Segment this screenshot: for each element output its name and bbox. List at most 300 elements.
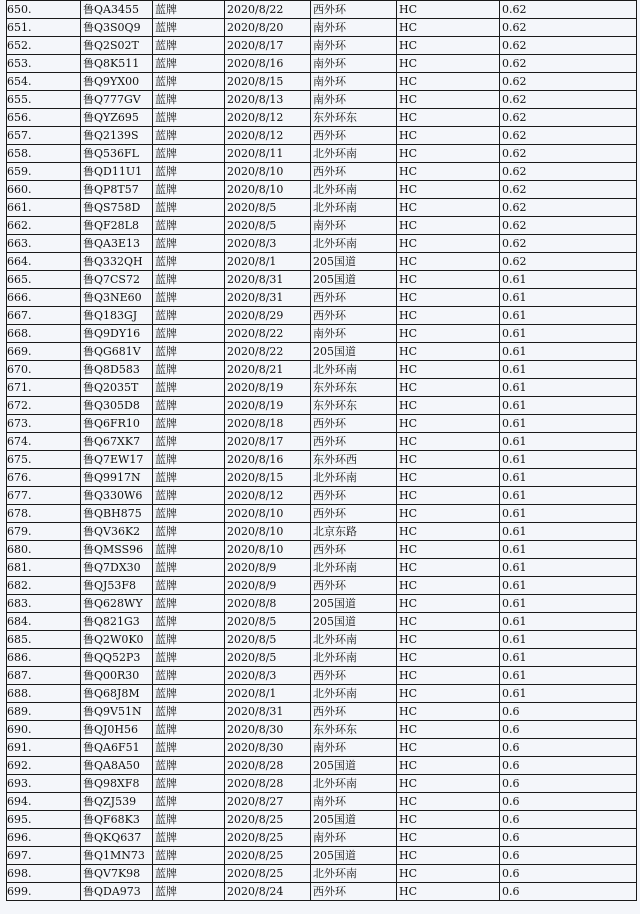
cell-value: 0.6 <box>500 703 637 721</box>
table-row <box>7 757 637 775</box>
cell-plate-number: 鲁Q183GJ <box>81 307 153 325</box>
cell-plate-number: 鲁Q821G3 <box>81 613 153 631</box>
cell-plate-number: 鲁QF68K3 <box>81 811 153 829</box>
cell-row-number: 680. <box>7 541 81 559</box>
cell-violation-code: HC <box>397 91 500 109</box>
cell-value: 0.62 <box>500 55 637 73</box>
table-row <box>7 793 637 811</box>
cell-value: 0.61 <box>500 361 637 379</box>
table-row <box>7 109 637 127</box>
cell-date: 2020/8/25 <box>225 829 311 847</box>
cell-plate-color: 蓝牌 <box>153 487 225 505</box>
cell-violation-code: HC <box>397 217 500 235</box>
cell-location: 南外环 <box>311 55 397 73</box>
cell-location: 东外环东 <box>311 721 397 739</box>
table-row <box>7 379 637 397</box>
cell-location: 西外环 <box>311 541 397 559</box>
cell-plate-number: 鲁Q7EW17 <box>81 451 153 469</box>
cell-location: 南外环 <box>311 37 397 55</box>
table-body <box>7 1 637 901</box>
table-row <box>7 127 637 145</box>
cell-value: 0.61 <box>500 577 637 595</box>
cell-violation-code: HC <box>397 271 500 289</box>
cell-plate-color: 蓝牌 <box>153 145 225 163</box>
cell-plate-color: 蓝牌 <box>153 199 225 217</box>
cell-value: 0.62 <box>500 235 637 253</box>
cell-value: 0.61 <box>500 613 637 631</box>
cell-row-number: 677. <box>7 487 81 505</box>
cell-plate-color: 蓝牌 <box>153 271 225 289</box>
cell-value: 0.61 <box>500 523 637 541</box>
cell-date: 2020/8/10 <box>225 181 311 199</box>
cell-plate-color: 蓝牌 <box>153 217 225 235</box>
cell-location: 南外环 <box>311 217 397 235</box>
table-row <box>7 55 637 73</box>
cell-row-number: 664. <box>7 253 81 271</box>
cell-location: 西外环 <box>311 289 397 307</box>
cell-location: 西外环 <box>311 415 397 433</box>
cell-value: 0.62 <box>500 109 637 127</box>
cell-location: 北外环南 <box>311 631 397 649</box>
cell-plate-number: 鲁QDA973 <box>81 883 153 901</box>
table-row <box>7 199 637 217</box>
cell-violation-code: HC <box>397 757 500 775</box>
cell-plate-number: 鲁QG681V <box>81 343 153 361</box>
cell-plate-number: 鲁QYZ695 <box>81 109 153 127</box>
cell-violation-code: HC <box>397 55 500 73</box>
cell-plate-number: 鲁Q7DX30 <box>81 559 153 577</box>
table-row <box>7 739 637 757</box>
cell-row-number: 652. <box>7 37 81 55</box>
cell-row-number: 666. <box>7 289 81 307</box>
cell-value: 0.6 <box>500 775 637 793</box>
cell-plate-number: 鲁Q2W0K0 <box>81 631 153 649</box>
cell-violation-code: HC <box>397 577 500 595</box>
table-row <box>7 865 637 883</box>
cell-row-number: 671. <box>7 379 81 397</box>
cell-value: 0.62 <box>500 253 637 271</box>
cell-location: 南外环 <box>311 73 397 91</box>
table-row <box>7 181 637 199</box>
cell-row-number: 661. <box>7 199 81 217</box>
cell-plate-color: 蓝牌 <box>153 685 225 703</box>
cell-violation-code: HC <box>397 775 500 793</box>
cell-violation-code: HC <box>397 649 500 667</box>
cell-row-number: 691. <box>7 739 81 757</box>
cell-value: 0.62 <box>500 73 637 91</box>
cell-plate-color: 蓝牌 <box>153 451 225 469</box>
cell-row-number: 692. <box>7 757 81 775</box>
cell-date: 2020/8/12 <box>225 487 311 505</box>
cell-plate-number: 鲁QJ53F8 <box>81 577 153 595</box>
cell-violation-code: HC <box>397 379 500 397</box>
cell-violation-code: HC <box>397 235 500 253</box>
cell-plate-number: 鲁Q98XF8 <box>81 775 153 793</box>
table-row <box>7 361 637 379</box>
cell-row-number: 669. <box>7 343 81 361</box>
cell-plate-number: 鲁Q7CS72 <box>81 271 153 289</box>
cell-plate-color: 蓝牌 <box>153 325 225 343</box>
cell-date: 2020/8/5 <box>225 199 311 217</box>
cell-plate-number: 鲁Q9YX00 <box>81 73 153 91</box>
cell-plate-color: 蓝牌 <box>153 541 225 559</box>
cell-date: 2020/8/28 <box>225 775 311 793</box>
cell-row-number: 653. <box>7 55 81 73</box>
cell-plate-color: 蓝牌 <box>153 415 225 433</box>
cell-plate-color: 蓝牌 <box>153 1 225 19</box>
cell-value: 0.6 <box>500 721 637 739</box>
cell-violation-code: HC <box>397 739 500 757</box>
cell-date: 2020/8/19 <box>225 397 311 415</box>
cell-location: 北外环南 <box>311 685 397 703</box>
cell-location: 东外环东 <box>311 379 397 397</box>
cell-row-number: 683. <box>7 595 81 613</box>
cell-date: 2020/8/20 <box>225 19 311 37</box>
cell-row-number: 672. <box>7 397 81 415</box>
cell-date: 2020/8/11 <box>225 145 311 163</box>
cell-row-number: 679. <box>7 523 81 541</box>
cell-row-number: 678. <box>7 505 81 523</box>
cell-date: 2020/8/3 <box>225 667 311 685</box>
table-row <box>7 577 637 595</box>
cell-date: 2020/8/12 <box>225 109 311 127</box>
cell-violation-code: HC <box>397 253 500 271</box>
cell-plate-color: 蓝牌 <box>153 703 225 721</box>
cell-location: 205国道 <box>311 343 397 361</box>
cell-violation-code: HC <box>397 685 500 703</box>
cell-date: 2020/8/5 <box>225 649 311 667</box>
cell-location: 北外环南 <box>311 145 397 163</box>
cell-row-number: 656. <box>7 109 81 127</box>
cell-plate-number: 鲁Q2035T <box>81 379 153 397</box>
table-row <box>7 163 637 181</box>
cell-location: 西外环 <box>311 433 397 451</box>
cell-plate-number: 鲁Q536FL <box>81 145 153 163</box>
cell-row-number: 660. <box>7 181 81 199</box>
cell-plate-color: 蓝牌 <box>153 397 225 415</box>
cell-value: 0.62 <box>500 91 637 109</box>
cell-date: 2020/8/18 <box>225 415 311 433</box>
cell-plate-number: 鲁Q9V51N <box>81 703 153 721</box>
table-row <box>7 397 637 415</box>
cell-row-number: 675. <box>7 451 81 469</box>
cell-plate-number: 鲁QV7K98 <box>81 865 153 883</box>
cell-location: 东外环东 <box>311 397 397 415</box>
table-row <box>7 289 637 307</box>
cell-violation-code: HC <box>397 541 500 559</box>
cell-plate-number: 鲁QBH875 <box>81 505 153 523</box>
cell-plate-color: 蓝牌 <box>153 505 225 523</box>
cell-value: 0.61 <box>500 271 637 289</box>
table-row <box>7 829 637 847</box>
cell-value: 0.61 <box>500 415 637 433</box>
cell-location: 205国道 <box>311 847 397 865</box>
cell-location: 北外环南 <box>311 235 397 253</box>
cell-plate-number: 鲁Q1MN73 <box>81 847 153 865</box>
cell-plate-color: 蓝牌 <box>153 73 225 91</box>
cell-violation-code: HC <box>397 19 500 37</box>
cell-plate-color: 蓝牌 <box>153 757 225 775</box>
cell-date: 2020/8/19 <box>225 379 311 397</box>
cell-plate-color: 蓝牌 <box>153 559 225 577</box>
cell-row-number: 694. <box>7 793 81 811</box>
table-row <box>7 19 637 37</box>
cell-value: 0.61 <box>500 469 637 487</box>
cell-location: 西外环 <box>311 487 397 505</box>
cell-row-number: 662. <box>7 217 81 235</box>
cell-row-number: 655. <box>7 91 81 109</box>
cell-location: 南外环 <box>311 793 397 811</box>
table-row <box>7 685 637 703</box>
table-row <box>7 235 637 253</box>
cell-plate-number: 鲁Q00R30 <box>81 667 153 685</box>
cell-date: 2020/8/30 <box>225 739 311 757</box>
cell-plate-number: 鲁QD11U1 <box>81 163 153 181</box>
violation-table <box>6 0 637 901</box>
cell-plate-color: 蓝牌 <box>153 613 225 631</box>
cell-violation-code: HC <box>397 811 500 829</box>
cell-value: 0.61 <box>500 487 637 505</box>
cell-plate-color: 蓝牌 <box>153 127 225 145</box>
cell-violation-code: HC <box>397 307 500 325</box>
cell-violation-code: HC <box>397 487 500 505</box>
table-row <box>7 721 637 739</box>
cell-location: 东外环西 <box>311 451 397 469</box>
cell-violation-code: HC <box>397 883 500 901</box>
cell-value: 0.61 <box>500 505 637 523</box>
cell-row-number: 688. <box>7 685 81 703</box>
table-row <box>7 703 637 721</box>
cell-plate-color: 蓝牌 <box>153 361 225 379</box>
table-row <box>7 37 637 55</box>
cell-value: 0.61 <box>500 397 637 415</box>
cell-value: 0.61 <box>500 685 637 703</box>
cell-plate-number: 鲁Q9DY16 <box>81 325 153 343</box>
cell-location: 205国道 <box>311 271 397 289</box>
cell-row-number: 695. <box>7 811 81 829</box>
cell-plate-color: 蓝牌 <box>153 469 225 487</box>
cell-date: 2020/8/24 <box>225 883 311 901</box>
cell-plate-number: 鲁QP8T57 <box>81 181 153 199</box>
cell-plate-color: 蓝牌 <box>153 811 225 829</box>
cell-location: 西外环 <box>311 505 397 523</box>
cell-violation-code: HC <box>397 73 500 91</box>
cell-location: 西外环 <box>311 577 397 595</box>
cell-violation-code: HC <box>397 451 500 469</box>
cell-date: 2020/8/30 <box>225 721 311 739</box>
cell-date: 2020/8/1 <box>225 253 311 271</box>
cell-date: 2020/8/22 <box>225 343 311 361</box>
cell-plate-color: 蓝牌 <box>153 37 225 55</box>
cell-location: 西外环 <box>311 883 397 901</box>
table-row <box>7 307 637 325</box>
cell-date: 2020/8/15 <box>225 469 311 487</box>
cell-plate-number: 鲁Q2139S <box>81 127 153 145</box>
table-row <box>7 415 637 433</box>
cell-value: 0.6 <box>500 829 637 847</box>
cell-location: 西外环 <box>311 1 397 19</box>
cell-plate-color: 蓝牌 <box>153 883 225 901</box>
cell-date: 2020/8/25 <box>225 811 311 829</box>
cell-location: 南外环 <box>311 739 397 757</box>
cell-row-number: 650. <box>7 1 81 19</box>
cell-value: 0.61 <box>500 451 637 469</box>
cell-value: 0.62 <box>500 37 637 55</box>
cell-violation-code: HC <box>397 667 500 685</box>
cell-row-number: 654. <box>7 73 81 91</box>
cell-value: 0.6 <box>500 865 637 883</box>
cell-plate-number: 鲁Q68J8M <box>81 685 153 703</box>
cell-plate-number: 鲁QA3E13 <box>81 235 153 253</box>
cell-violation-code: HC <box>397 181 500 199</box>
cell-location: 北外环南 <box>311 469 397 487</box>
cell-date: 2020/8/5 <box>225 631 311 649</box>
cell-location: 北外环南 <box>311 361 397 379</box>
cell-date: 2020/8/9 <box>225 559 311 577</box>
cell-date: 2020/8/13 <box>225 91 311 109</box>
cell-plate-number: 鲁Q8K511 <box>81 55 153 73</box>
cell-date: 2020/8/31 <box>225 271 311 289</box>
cell-row-number: 690. <box>7 721 81 739</box>
cell-value: 0.6 <box>500 739 637 757</box>
cell-plate-color: 蓝牌 <box>153 739 225 757</box>
table-row <box>7 523 637 541</box>
cell-value: 0.61 <box>500 379 637 397</box>
cell-plate-color: 蓝牌 <box>153 235 225 253</box>
cell-location: 西外环 <box>311 307 397 325</box>
cell-violation-code: HC <box>397 469 500 487</box>
cell-value: 0.61 <box>500 559 637 577</box>
cell-location: 东外环东 <box>311 109 397 127</box>
table-row <box>7 253 637 271</box>
cell-location: 北京东路 <box>311 523 397 541</box>
cell-row-number: 659. <box>7 163 81 181</box>
cell-violation-code: HC <box>397 199 500 217</box>
cell-violation-code: HC <box>397 289 500 307</box>
cell-row-number: 696. <box>7 829 81 847</box>
cell-plate-color: 蓝牌 <box>153 667 225 685</box>
cell-violation-code: HC <box>397 865 500 883</box>
cell-plate-number: 鲁Q3NE60 <box>81 289 153 307</box>
cell-date: 2020/8/31 <box>225 289 311 307</box>
cell-row-number: 673. <box>7 415 81 433</box>
cell-violation-code: HC <box>397 505 500 523</box>
cell-violation-code: HC <box>397 145 500 163</box>
cell-violation-code: HC <box>397 415 500 433</box>
table-row <box>7 775 637 793</box>
cell-row-number: 658. <box>7 145 81 163</box>
table-row <box>7 631 637 649</box>
cell-plate-number: 鲁QS758D <box>81 199 153 217</box>
cell-date: 2020/8/31 <box>225 703 311 721</box>
cell-location: 西外环 <box>311 163 397 181</box>
cell-row-number: 684. <box>7 613 81 631</box>
table-row <box>7 271 637 289</box>
cell-date: 2020/8/5 <box>225 217 311 235</box>
cell-plate-color: 蓝牌 <box>153 19 225 37</box>
cell-value: 0.6 <box>500 847 637 865</box>
cell-row-number: 674. <box>7 433 81 451</box>
cell-location: 南外环 <box>311 19 397 37</box>
cell-plate-number: 鲁Q305D8 <box>81 397 153 415</box>
cell-value: 0.61 <box>500 649 637 667</box>
table-row <box>7 487 637 505</box>
cell-value: 0.61 <box>500 325 637 343</box>
cell-row-number: 686. <box>7 649 81 667</box>
cell-plate-color: 蓝牌 <box>153 829 225 847</box>
cell-plate-color: 蓝牌 <box>153 163 225 181</box>
table-row <box>7 559 637 577</box>
cell-date: 2020/8/10 <box>225 505 311 523</box>
table-row <box>7 1 637 19</box>
cell-date: 2020/8/27 <box>225 793 311 811</box>
cell-location: 西外环 <box>311 667 397 685</box>
cell-row-number: 670. <box>7 361 81 379</box>
cell-plate-color: 蓝牌 <box>153 379 225 397</box>
cell-plate-color: 蓝牌 <box>153 109 225 127</box>
cell-violation-code: HC <box>397 703 500 721</box>
cell-plate-number: 鲁Q9917N <box>81 469 153 487</box>
cell-location: 205国道 <box>311 757 397 775</box>
cell-row-number: 668. <box>7 325 81 343</box>
cell-location: 北外环南 <box>311 559 397 577</box>
table-row <box>7 325 637 343</box>
cell-location: 205国道 <box>311 595 397 613</box>
cell-plate-color: 蓝牌 <box>153 595 225 613</box>
cell-violation-code: HC <box>397 721 500 739</box>
cell-violation-code: HC <box>397 595 500 613</box>
cell-violation-code: HC <box>397 325 500 343</box>
cell-date: 2020/8/5 <box>225 613 311 631</box>
cell-row-number: 665. <box>7 271 81 289</box>
cell-location: 205国道 <box>311 613 397 631</box>
table-row <box>7 145 637 163</box>
cell-plate-number: 鲁Q3S0Q9 <box>81 19 153 37</box>
cell-violation-code: HC <box>397 109 500 127</box>
cell-date: 2020/8/16 <box>225 451 311 469</box>
cell-violation-code: HC <box>397 433 500 451</box>
cell-value: 0.62 <box>500 145 637 163</box>
cell-location: 北外环南 <box>311 865 397 883</box>
cell-value: 0.61 <box>500 595 637 613</box>
cell-date: 2020/8/9 <box>225 577 311 595</box>
cell-violation-code: HC <box>397 1 500 19</box>
cell-location: 北外环南 <box>311 199 397 217</box>
cell-location: 205国道 <box>311 811 397 829</box>
cell-date: 2020/8/15 <box>225 73 311 91</box>
cell-plate-number: 鲁Q332QH <box>81 253 153 271</box>
table-row <box>7 73 637 91</box>
cell-value: 0.61 <box>500 307 637 325</box>
cell-value: 0.6 <box>500 757 637 775</box>
cell-violation-code: HC <box>397 37 500 55</box>
cell-plate-number: 鲁Q2S02T <box>81 37 153 55</box>
cell-value: 0.6 <box>500 793 637 811</box>
table-row <box>7 217 637 235</box>
table-row <box>7 469 637 487</box>
table-row <box>7 91 637 109</box>
cell-plate-color: 蓝牌 <box>153 91 225 109</box>
cell-date: 2020/8/10 <box>225 163 311 181</box>
cell-row-number: 682. <box>7 577 81 595</box>
table-row <box>7 847 637 865</box>
cell-violation-code: HC <box>397 127 500 145</box>
cell-row-number: 693. <box>7 775 81 793</box>
cell-plate-color: 蓝牌 <box>153 307 225 325</box>
cell-date: 2020/8/17 <box>225 433 311 451</box>
cell-plate-number: 鲁Q330W6 <box>81 487 153 505</box>
cell-plate-number: 鲁QMSS96 <box>81 541 153 559</box>
